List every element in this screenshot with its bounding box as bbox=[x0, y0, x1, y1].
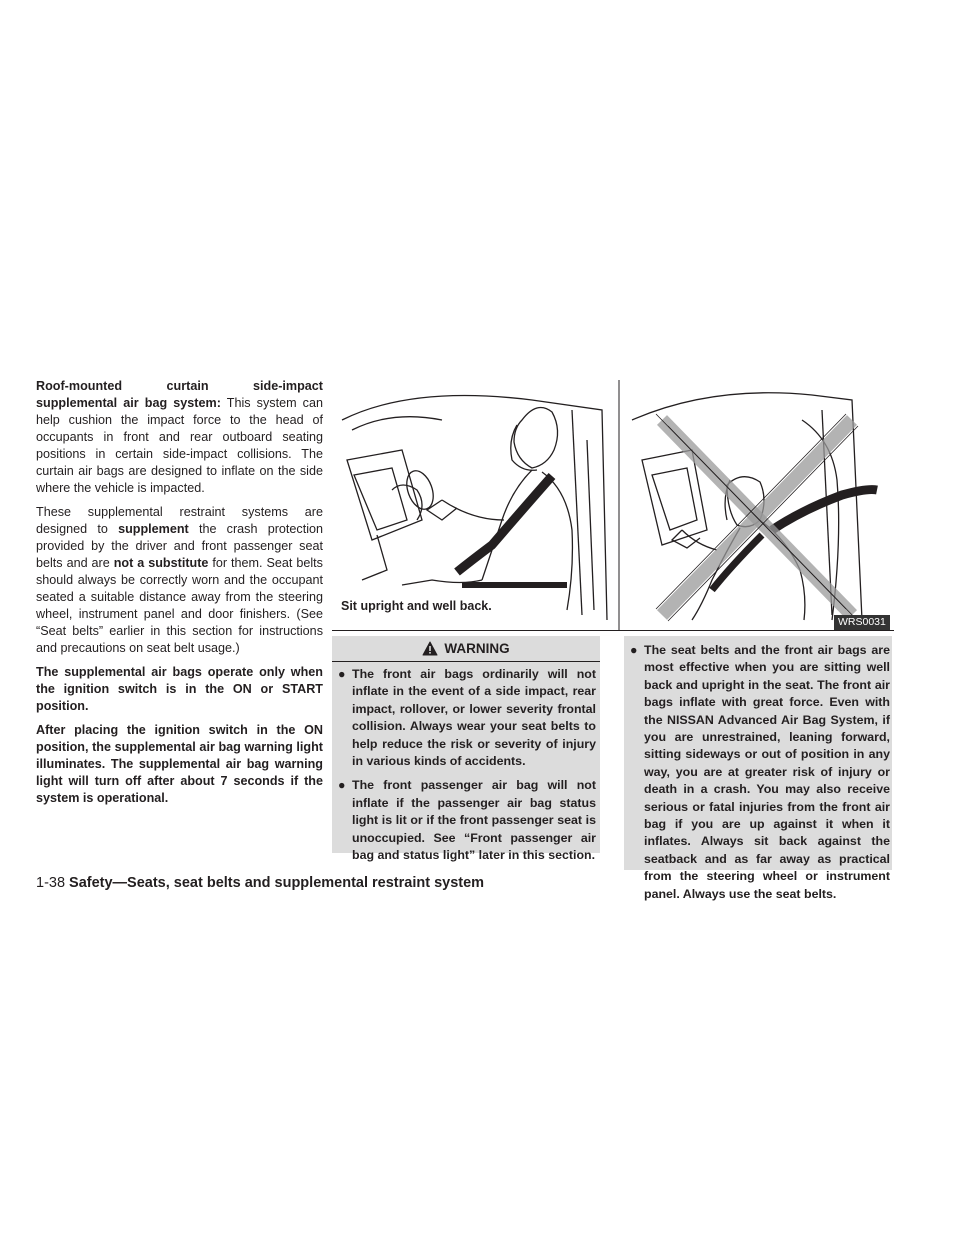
warning-title: WARNING bbox=[444, 641, 510, 656]
seating-position-figure bbox=[332, 380, 894, 631]
figure-caption: Sit upright and well back. bbox=[338, 599, 495, 613]
bullet-icon: ● bbox=[338, 778, 346, 793]
paragraph-supplemental bbox=[36, 504, 323, 657]
warning-column-1 bbox=[338, 666, 596, 871]
text-span: the crash protection provided by the driver and front passenger seat belts and are bbox=[36, 522, 324, 570]
bullet-icon: ● bbox=[338, 667, 346, 681]
section-title: Safety—Seats, seat belts and supplemental restraint system bbox=[69, 875, 485, 891]
warning-item-text: The front passenger air bag will not inflate if the passenger air bag status light is lit or if the front passenger seat is unoccupied. See “Front passenger air bag and status light” later in this section. bbox=[352, 778, 596, 863]
warning-item-text: The seat belts and the front air bags are most effective when you are sitting well back and upright in the seat. The front air bags inflate with great force. Even with the NISSAN Advanced Air Bag System, if you are unrestrained, leaning forward, sitting sideways or out of position in any way, you are at greater risk of injury or death in a crash. You may also receive serious or fatal injuries from the front air bag if you are up against it when it inflates. Always sit back against the seatback and as far away as practical from the steering wheel or instrument panel. Always use the seat belts. bbox=[644, 643, 890, 901]
paragraph-curtain-airbag bbox=[36, 378, 323, 497]
left-column bbox=[36, 378, 323, 814]
bullet-icon: ● bbox=[630, 643, 638, 657]
text-span: These supplemental restraint systems are designed to bbox=[36, 505, 323, 536]
figure-code: WRS0031 bbox=[834, 615, 890, 630]
curtain-airbag-heading: Roof-mounted curtain side-impact supplemental air bag system: bbox=[36, 379, 323, 410]
paragraph-warning-light: After placing the ignition switch in the ON position, the supplemental air bag warning light illuminates. The supplemental air bag warning light will turn off after about 7 seconds if the system is operational. bbox=[36, 723, 323, 805]
warning-item bbox=[630, 642, 890, 903]
curtain-airbag-text: This system can help cushion the impact force to the head of occupants in front and rear outboard seating positions in certain side-impact collisions. The curtain air bags are designed to inflate on the side where the vehicle is impacted. bbox=[36, 396, 323, 495]
warning-header bbox=[332, 636, 600, 662]
emphasis-not-substitute: not a substitute bbox=[113, 556, 209, 570]
warning-item bbox=[338, 777, 596, 864]
seating-illustration bbox=[332, 380, 894, 630]
text-span: for them. Seat belts should always be correctly worn and the occupant seated a suitable distance away from the steering wheel, instrument panel and door finishers. (See “Seat belts” earlier in this section for instructions and precautions on seat belt usage.) bbox=[36, 556, 323, 655]
warning-column-2 bbox=[624, 636, 892, 901]
page-number: 1-38 bbox=[36, 875, 66, 891]
warning-item-text: The front air bags ordinarily will not inflate in the event of a side impact, rear impact, rollover, or lower severity frontal collision. Always wear your seat belts to help reduce the risk or severity of injury in various kinds of accidents. bbox=[352, 667, 596, 769]
paragraph-ignition-note: The supplemental air bags operate only when the ignition switch is in the ON or START position. bbox=[36, 665, 323, 713]
page-footer bbox=[36, 875, 484, 891]
warning-triangle-icon bbox=[422, 641, 438, 656]
warning-item bbox=[338, 666, 596, 770]
emphasis-supplement: supplement bbox=[118, 522, 189, 536]
